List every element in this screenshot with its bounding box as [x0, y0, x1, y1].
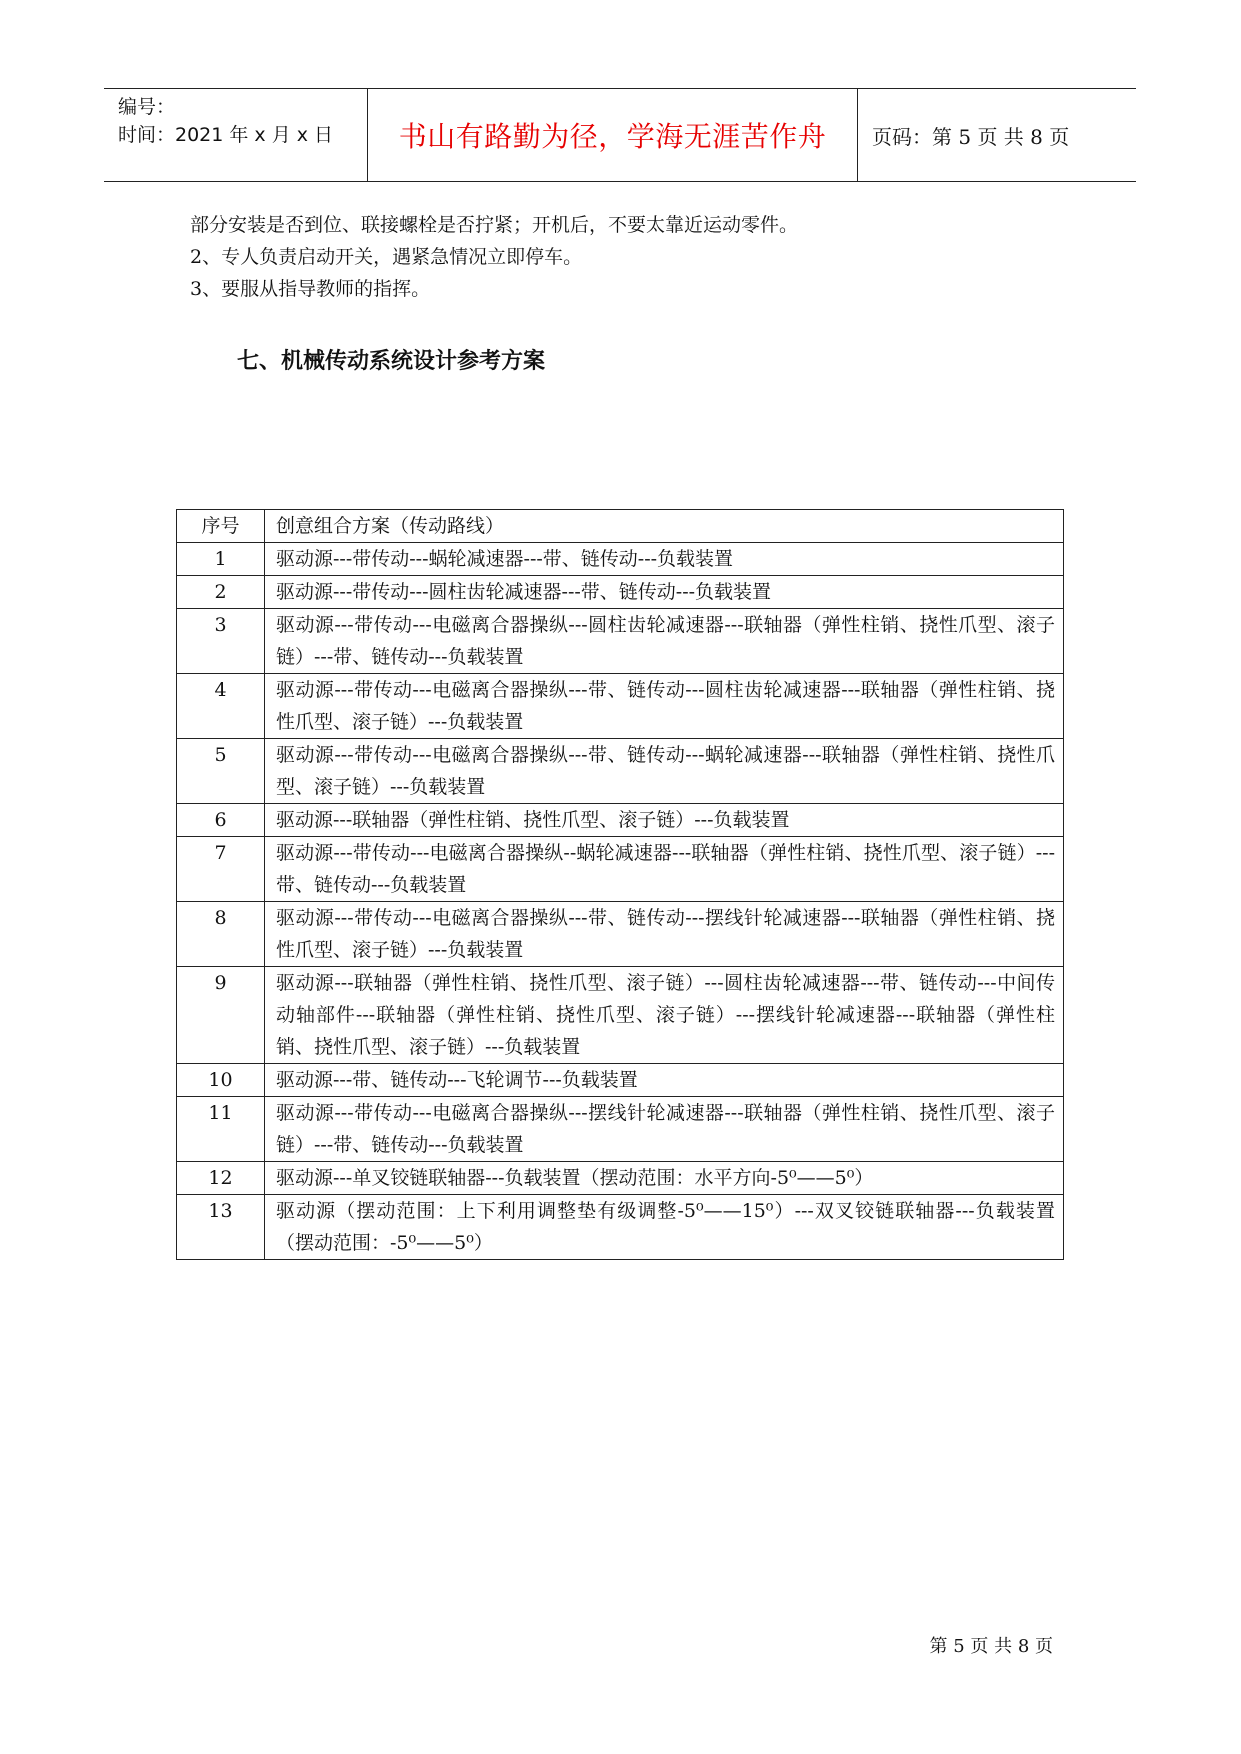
page-footer: 第 5 页 共 8 页: [929, 1636, 1053, 1657]
table-row: [177, 739, 1064, 804]
row-number: 8: [177, 902, 265, 967]
table-row: [177, 1195, 1064, 1260]
row-number: 13: [177, 1195, 265, 1260]
row-scheme: 驱动源---带传动---电磁离合器操纵---带、链传动---蜗轮减速器---联轴器（弹性柱销、挠性爪型、滚子链）---负载装置: [265, 739, 1064, 804]
row-number: 2: [177, 576, 265, 609]
table-row: [177, 543, 1064, 576]
section-title: 七、机械传动系统设计参考方案: [237, 349, 546, 374]
table-row: [177, 837, 1064, 902]
row-scheme: 驱动源---带传动---电磁离合器操纵---带、链传动---摆线针轮减速器---联轴器（弹性柱销、挠性爪型、滚子链）---负载装置: [265, 902, 1064, 967]
table-header-row: [177, 510, 1064, 543]
row-scheme: 驱动源---联轴器（弹性柱销、挠性爪型、滚子链）---圆柱齿轮减速器---带、链传动---中间传动轴部件---联轴器（弹性柱销、挠性爪型、滚子链）---摆线针轮减速器---联轴器（弹性柱销、挠性爪型、滚子链）---负载装置: [265, 967, 1064, 1064]
intro-line: 部分安装是否到位、联接螺栓是否拧紧；开机后，不要太靠近运动零件。: [190, 214, 799, 236]
intro-text: [190, 209, 798, 305]
table-row: [177, 1064, 1064, 1097]
scheme-table: [176, 509, 1064, 1260]
row-number: 5: [177, 739, 265, 804]
header-meta: [104, 89, 368, 181]
header-page-label: 页码：第 5 页 共 8 页: [872, 124, 1070, 149]
row-number: 1: [177, 543, 265, 576]
table-row: [177, 967, 1064, 1064]
row-number: 9: [177, 967, 265, 1064]
column-header-scheme: 创意组合方案（传动路线）: [265, 510, 1064, 543]
header-motto: 书山有路勤为径，学海无涯苦作舟: [368, 89, 858, 181]
table-row: [177, 609, 1064, 674]
page-header: [104, 88, 1136, 182]
row-scheme: 驱动源---联轴器（弹性柱销、挠性爪型、滚子链）---负载装置: [265, 804, 1064, 837]
column-header-number: 序号: [177, 510, 265, 543]
row-scheme: 驱动源---带传动---蜗轮减速器---带、链传动---负载装置: [265, 543, 1064, 576]
table-row: [177, 1097, 1064, 1162]
table-row: [177, 804, 1064, 837]
header-number-label: 编号：: [118, 96, 176, 118]
row-number: 10: [177, 1064, 265, 1097]
intro-line: 3、要服从指导教师的指挥。: [190, 278, 431, 300]
row-number: 6: [177, 804, 265, 837]
row-scheme: 驱动源---带、链传动---飞轮调节---负载装置: [265, 1064, 1064, 1097]
row-number: 7: [177, 837, 265, 902]
row-scheme: 驱动源---单叉铰链联轴器---负载装置（摆动范围：水平方向-5⁰——5⁰）: [265, 1162, 1064, 1195]
row-scheme: 驱动源---带传动---电磁离合器操纵--蜗轮减速器---联轴器（弹性柱销、挠性爪型、滚子链）---带、链传动---负载装置: [265, 837, 1064, 902]
row-scheme: 驱动源---带传动---电磁离合器操纵---圆柱齿轮减速器---联轴器（弹性柱销、挠性爪型、滚子链）---带、链传动---负载装置: [265, 609, 1064, 674]
row-number: 11: [177, 1097, 265, 1162]
row-scheme: 驱动源---带传动---圆柱齿轮减速器---带、链传动---负载装置: [265, 576, 1064, 609]
row-scheme: 驱动源---带传动---电磁离合器操纵---摆线针轮减速器---联轴器（弹性柱销、挠性爪型、滚子链）---带、链传动---负载装置: [265, 1097, 1064, 1162]
row-number: 12: [177, 1162, 265, 1195]
row-scheme: 驱动源---带传动---电磁离合器操纵---带、链传动---圆柱齿轮减速器---联轴器（弹性柱销、挠性爪型、滚子链）---负载装置: [265, 674, 1064, 739]
header-time-label: 时间：2021 年 x 月 x 日: [118, 124, 334, 146]
row-number: 3: [177, 609, 265, 674]
table-row: [177, 576, 1064, 609]
table-row: [177, 674, 1064, 739]
intro-line: 2、专人负责启动开关，遇紧急情况立即停车。: [190, 246, 583, 268]
table-row: [177, 1162, 1064, 1195]
table-row: [177, 902, 1064, 967]
row-scheme: 驱动源（摆动范围：上下利用调整垫有级调整-5⁰——15⁰）---双叉铰链联轴器---负载装置（摆动范围：-5⁰——5⁰）: [265, 1195, 1064, 1260]
row-number: 4: [177, 674, 265, 739]
